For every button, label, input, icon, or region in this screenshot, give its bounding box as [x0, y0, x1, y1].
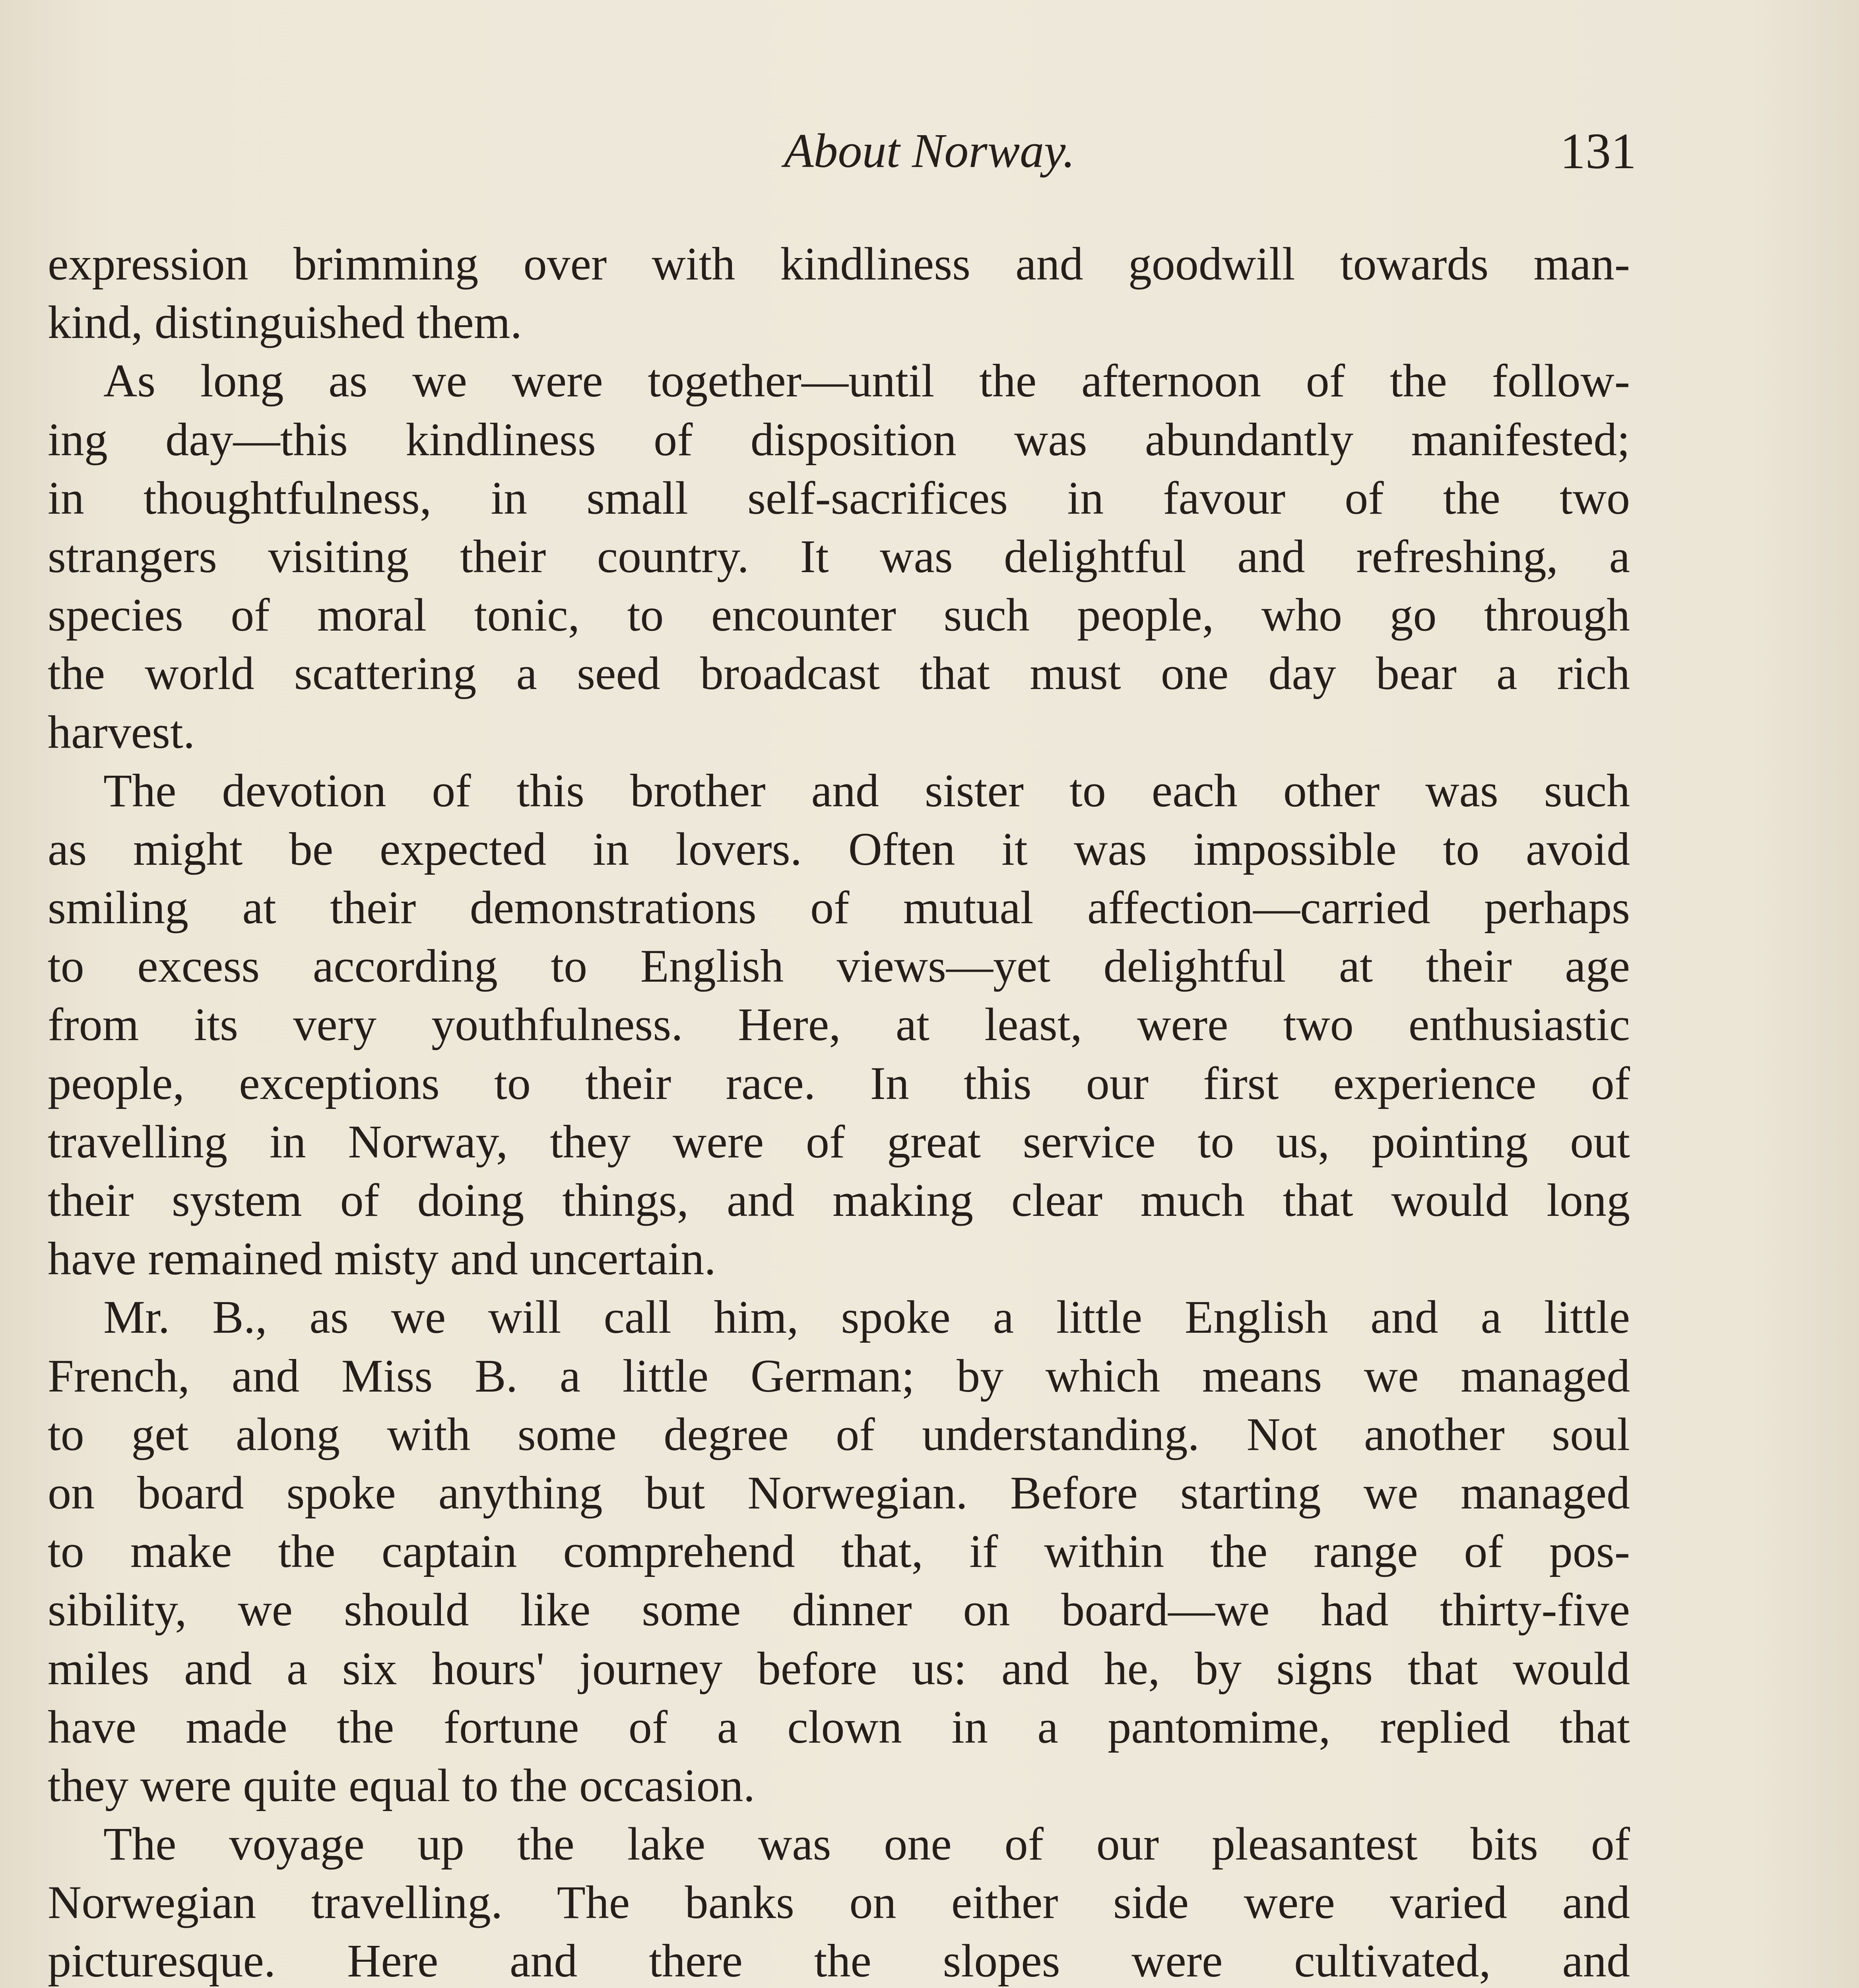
text-line: their system of doing things, and making clear much that would long: [48, 1174, 1630, 1226]
text-line: travelling in Norway, they were of great service to us, pointing out: [48, 1115, 1630, 1168]
text-line: picturesque. Here and there the slopes were cultivated, and: [48, 1935, 1630, 1987]
text-line: they were quite equal to the occasion.: [48, 1759, 755, 1811]
text-line: the world scattering a seed broadcast that must one day bear a rich: [48, 647, 1630, 700]
page-number: 131: [1560, 123, 1636, 179]
text-line: The voyage up the lake was one of our pleasantest bits of: [103, 1818, 1630, 1870]
running-title: About Norway.: [784, 124, 1075, 178]
text-line: have made the fortune of a clown in a pantomime, replied that: [48, 1701, 1630, 1753]
running-header: [0, 119, 1859, 183]
text-line: sibility, we should like some dinner on board—we had thirty-five: [48, 1584, 1630, 1636]
text-line: from its very youthfulness. Here, at least, were two enthusiastic: [48, 998, 1630, 1051]
text-line: ing day—this kindliness of disposition was abundantly manifested;: [48, 413, 1630, 466]
text-line: Mr. B., as we will call him, spoke a little English and a little: [103, 1291, 1630, 1343]
text-line: miles and a six hours' journey before us: and he, by signs that would: [48, 1642, 1630, 1695]
text-line: as might be expected in lovers. Often it was impossible to avoid: [48, 823, 1630, 875]
text-line: As long as we were together—until the afternoon of the follow-: [103, 355, 1630, 407]
text-line: to get along with some degree of understanding. Not another soul: [48, 1408, 1630, 1460]
text-line: Norwegian travelling. The banks on either side were varied and: [48, 1876, 1630, 1929]
text-line: The devotion of this brother and sister to each other was such: [103, 764, 1630, 817]
text-line: smiling at their demonstrations of mutual affection—carried perhaps: [48, 881, 1630, 934]
text-line: on board spoke anything but Norwegian. Before starting we managed: [48, 1466, 1630, 1519]
text-line: people, exceptions to their race. In this our first experience of: [48, 1057, 1630, 1109]
text-line: expression brimming over with kindliness and goodwill towards man-: [48, 238, 1630, 290]
text-line: strangers visiting their country. It was delightful and refreshing, a: [48, 530, 1630, 582]
body-text: [48, 235, 1630, 1988]
text-line: French, and Miss B. a little German; by which means we managed: [48, 1349, 1630, 1402]
text-line: have remained misty and uncertain.: [48, 1233, 716, 1285]
text-line: kind, distinguished them.: [48, 296, 522, 349]
text-line: species of moral tonic, to encounter such people, who go through: [48, 589, 1630, 641]
text-line: harvest.: [48, 706, 195, 758]
text-line: to excess according to English views—yet delightful at their age: [48, 940, 1630, 992]
text-line: in thoughtfulness, in small self-sacrifices in favour of the two: [48, 472, 1630, 524]
text-line: to make the captain comprehend that, if within the range of pos-: [48, 1525, 1630, 1578]
